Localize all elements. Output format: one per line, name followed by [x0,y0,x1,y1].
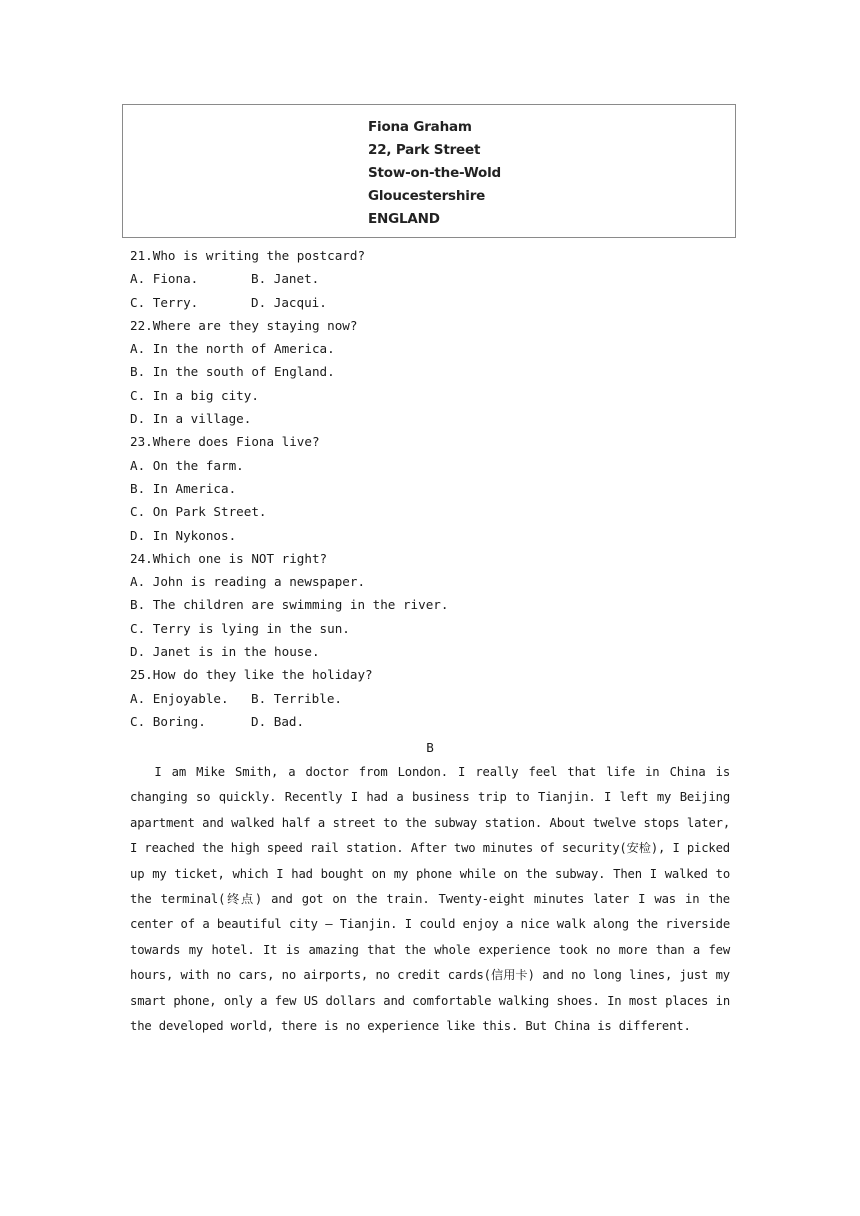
question-stem [130,314,448,337]
answer-option: C. On Park Street. [130,504,267,520]
question-text: How do they like the holiday? [152,667,373,683]
option-row [130,687,448,710]
answer-option: D. Jacqui. [251,294,327,310]
question-stem [130,663,448,686]
question-text: Where does Fiona live? [152,434,320,450]
answer-option: B. Janet. [251,271,320,287]
answer-option: D. In a village. [130,411,252,427]
answer-option: D. In Nykonos. [130,527,237,543]
postcard-address [368,116,501,231]
answer-option: A. Fiona. [130,271,199,287]
address-line: Gloucestershire [368,188,486,204]
question-stem [130,244,448,267]
answer-option: A. Enjoyable. [130,690,229,706]
option-row [130,267,448,290]
address-line: ENGLAND [368,211,440,227]
answer-option: A. In the north of America. [130,341,335,357]
answer-option: B. Terrible. [251,690,342,706]
question-stem [130,547,448,570]
answer-option: C. Terry is lying in the sun. [130,620,350,636]
answer-option: D. Bad. [251,713,305,729]
answer-option: B. The children are swimming in the river. [130,597,449,613]
address-line: Stow-on-the-Wold [368,165,502,181]
answer-option: B. In the south of England. [130,364,335,380]
question-stem [130,430,448,453]
answer-option: D. Janet is in the house. [130,644,320,660]
question-number: 23. [130,434,153,450]
question-number: 22. [130,317,153,333]
question-number: 25. [130,667,153,683]
answer-option: C. Boring. [130,713,206,729]
address-line: 22, Park Street [368,142,481,158]
answer-option: C. In a big city. [130,387,259,403]
question-text: Who is writing the postcard? [152,248,366,263]
reading-passage: I am Mike Smith, a doctor from London. I really feel that life in China is changing so quickly. Recently I had a business trip to Tianjin. I left my Beijing apartment and walked half a street to the subway station. About twelve stops later, I reached the high speed rail station. After two minutes of security(安检), I picked up my ticket, which I had bought on my phone while on the subway. Then I walked to the terminal(终点) and got on the train. Twenty-eight minutes later I was in the center of a beautiful city — Tianjin. I could enjoy a nice walk along the riverside towards my hotel. It is amazing that the whole experience took no more than a few hours, with no cars, no airports, no credit cards(信用卡) and no long lines, just my smart phone, only a few US dollars and comfortable walking shoes. In most places in the developed world, there is no experience like this. But China is different. [130,765,730,1034]
question-number: 21. [130,248,153,263]
section-heading: B [426,740,434,755]
question-text: Where are they staying now? [152,317,358,333]
answer-option: C. Terry. [130,294,199,310]
question-text: Which one is NOT right? [152,550,328,566]
answer-option: B. In America. [130,480,237,496]
option-row [130,291,448,314]
question-number: 24. [130,550,153,566]
answer-option: A. John is reading a newspaper. [130,574,366,590]
address-line: Fiona Graham [368,119,472,135]
answer-option: A. On the farm. [130,457,244,473]
question-list [130,244,448,733]
option-row [130,710,448,733]
